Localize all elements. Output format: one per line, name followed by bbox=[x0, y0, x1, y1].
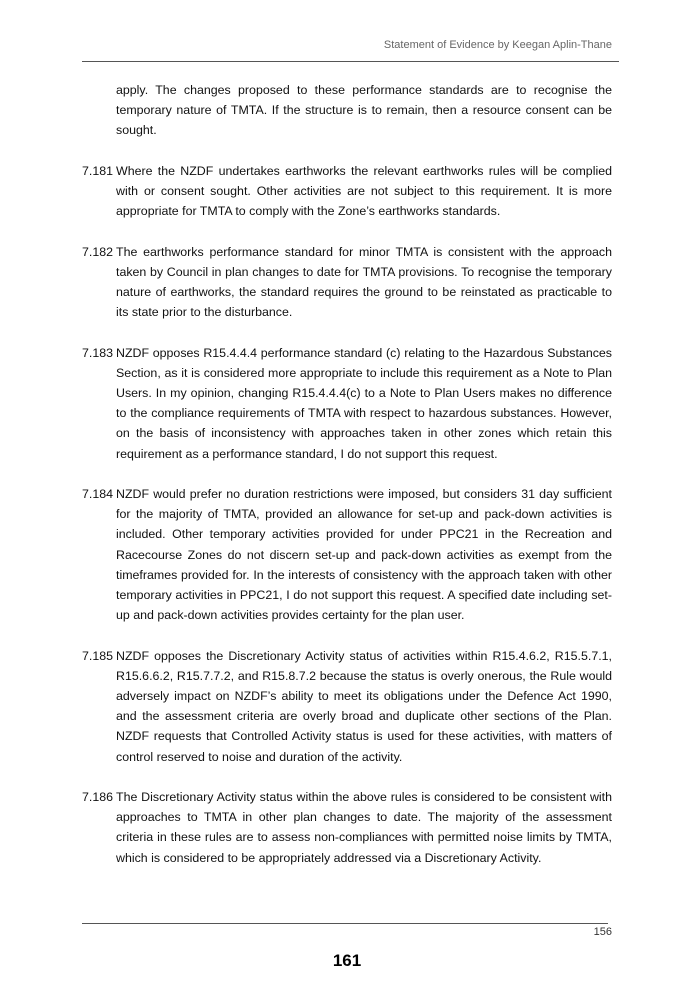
paragraph-text: The Discretionary Activity status within the above rules is considered to be consistent with approaches to TMTA in other plan changes to date. The majority of the assessment criteria in these rules are to assess non-compliances with permitted noise limits by TMTA, which is considered to be appropriately addressed via a Discretionary Activity. bbox=[116, 790, 612, 865]
paragraph-number: 7.182 bbox=[82, 244, 114, 259]
footer-rule bbox=[82, 923, 608, 924]
paragraph-7-184 bbox=[82, 484, 612, 625]
paragraph-7-185 bbox=[82, 646, 612, 767]
paragraph-7-181 bbox=[82, 161, 612, 222]
running-header: Statement of Evidence by Keegan Aplin-Thane bbox=[383, 39, 612, 51]
paragraph-7-186 bbox=[82, 787, 612, 868]
paragraph-text: NZDF opposes R15.4.4.4 performance standard (c) relating to the Hazardous Substances Section, as it is considered more appropriate to include this requirement as a Note to Plan Users. In my opinion, changing R15.4.4.4(c) to a Note to Plan Users makes no difference to the compliance requirements of TMTA with respect to hazardous substances. However, on the basis of inconsistency with approaches taken in other zones which retain this requirement as a performance standard, I do not support this request. bbox=[116, 345, 612, 461]
paragraph-number: 7.184 bbox=[82, 487, 114, 501]
paragraph-text: apply. The changes proposed to these performance standards are to recognise the temporary nature of TMTA. If the structure is to remain, then a resource consent can be sought. bbox=[116, 83, 612, 138]
paragraph-text: The earthworks performance standard for minor TMTA is consistent with the approach taken by Council in plan changes to date for TMTA provisions. To recognise the temporary nature of earthworks, the standard requires the ground to be reinstated as practicable to its state prior to the disturbance. bbox=[116, 244, 612, 320]
paragraph-number: 7.185 bbox=[82, 648, 114, 663]
page-number: 156 bbox=[593, 926, 612, 938]
paragraph-7-182 bbox=[82, 242, 612, 323]
paragraph-text: NZDF opposes the Discretionary Activity status of activities within R15.4.6.2, R15.5.7.1, R15.6.6.2, R15.7.7.2, and R15.8.7.2 because the status is overly onerous, the Rule would adversely impact on NZDF’s ability to meet its obligations under the Defence Act 1990, and the assessment criteria are overly broad and duplicate other sections of the Plan. NZDF requests that Controlled Activity status is used for these activities, with matters of control reserved to noise and duration of the activity. bbox=[116, 648, 612, 764]
header-rule bbox=[82, 61, 619, 62]
paragraph-number: 7.186 bbox=[82, 790, 114, 805]
paragraph-text: NZDF would prefer no duration restrictions were imposed, but considers 31 day sufficient for the majority of TMTA, provided an allowance for set-up and pack-down activities is included. Other temporary activities provided for under PPC21 in the Recreation and Racecourse Zones do not discern set-up and pack-down activities as exempt from the timeframes provided for. In the interests of consistency with the approach taken with other temporary activities in PPC21, I do not support this request. A specified date including set-up and pack-down activities provides certainty for the plan user. bbox=[116, 487, 612, 623]
stamped-page-number: 161 bbox=[332, 951, 362, 970]
document-body bbox=[82, 80, 612, 888]
paragraph-text: Where the NZDF undertakes earthworks the relevant earthworks rules will be complied with or consent sought. Other activities are not subject to this requirement. It is more appropriate for TMTA to comply with the Zone’s earthworks standards. bbox=[116, 163, 612, 219]
paragraph-number: 7.181 bbox=[82, 163, 114, 178]
paragraph-7-183 bbox=[82, 343, 612, 464]
paragraph-number: 7.183 bbox=[82, 345, 114, 360]
paragraph-continuation bbox=[82, 80, 612, 141]
